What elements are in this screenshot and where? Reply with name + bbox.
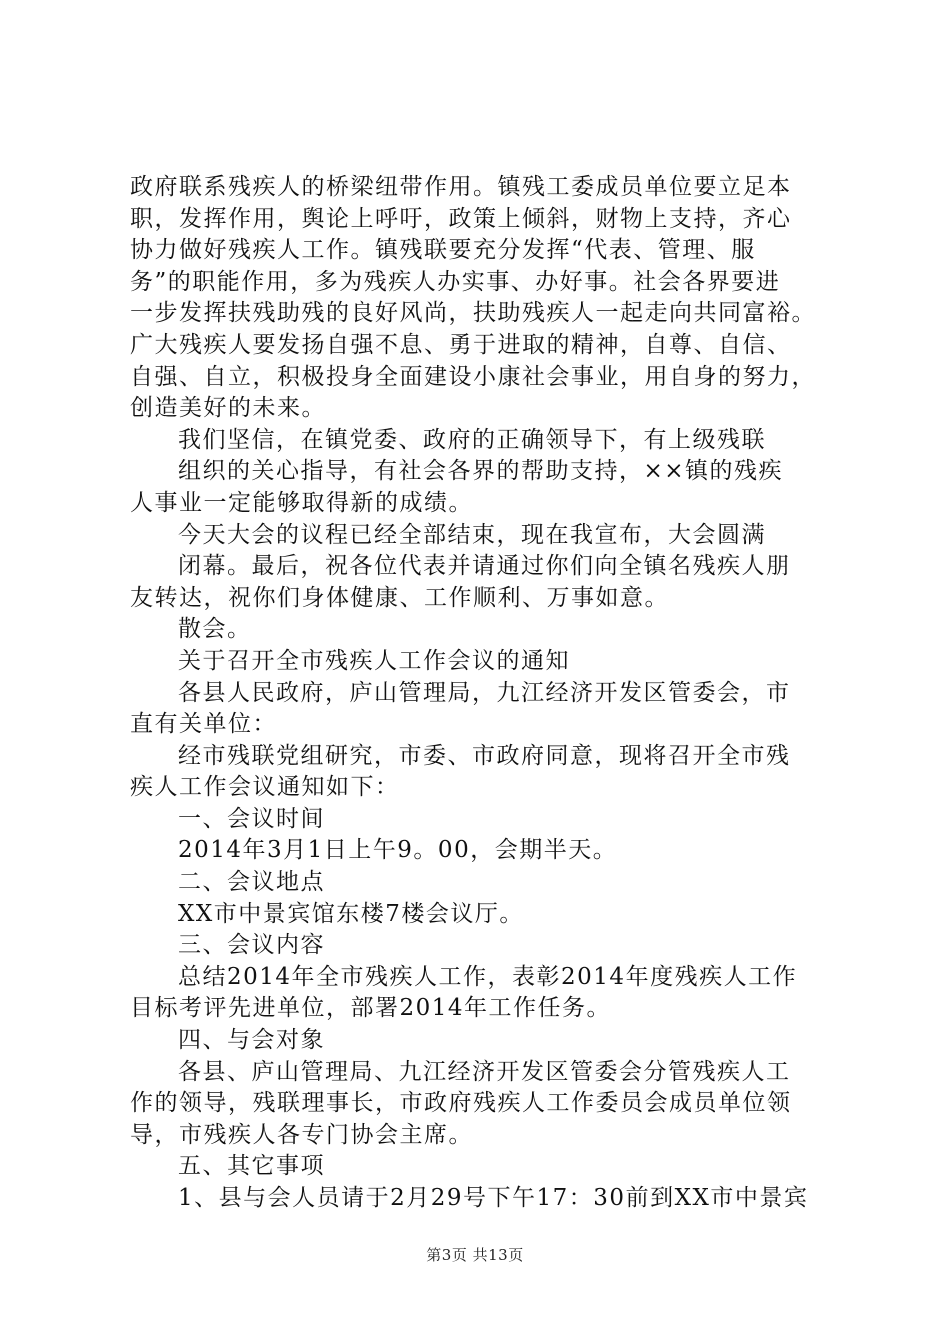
text-line: 协力做好残疾人工作。镇残联要充分发挥“代表、管理、服 (130, 237, 756, 264)
text-line: 一步发挥扶残助残的良好风尚，扶助残疾人一起走向共同富裕。 (130, 300, 816, 327)
text-line: 直有关单位： (130, 711, 277, 738)
page-footer: 第3页 共13页 (426, 1246, 524, 1264)
text-line: 我们坚信，在镇党委、政府的正确领导下，有上级残联 (178, 426, 766, 453)
text-line: 自强、自立，积极投身全面建设小康社会事业，用自身的努力， (130, 363, 816, 390)
text-line: 四、与会对象 (178, 1027, 325, 1054)
text-line: 散会。 (178, 616, 252, 643)
text-line: 关于召开全市残疾人工作会议的通知 (178, 647, 570, 674)
text-line: 疾人工作会议通知如下： (130, 774, 400, 801)
text-line: 政府联系残疾人的桥梁纽带作用。镇残工委成员单位要立足本 (130, 174, 792, 200)
text-line: 一、会议时间 (178, 805, 325, 832)
text-line: 导，市残疾人各专门协会主席。 (130, 1121, 473, 1148)
text-line: 总结2014年全市残疾人工作，表彰2014年度残疾人工作 (178, 963, 798, 990)
text-line: 今天大会的议程已经全部结束，现在我宣布，大会圆满 (178, 521, 766, 548)
text-line: 各县、庐山管理局、九江经济开发区管委会分管残疾人工 (178, 1058, 791, 1085)
text-line: 广大残疾人要发扬自强不息、勇于进取的精神，自尊、自信、 (130, 331, 792, 358)
text-line: 二、会议地点 (178, 869, 325, 896)
text-line: 职，发挥作用，舆论上呼吁，政策上倾斜，财物上支持，齐心 (130, 205, 792, 232)
text-line: 组织的关心指导，有社会各界的帮助支持，××镇的残疾 (178, 458, 784, 485)
text-line: 五、其它事项 (178, 1153, 325, 1180)
document-body (130, 172, 850, 1215)
text-line: 各县人民政府，庐山管理局，九江经济开发区管委会，市 (178, 679, 791, 706)
text-line: 闭幕。最后，祝各位代表并请通过你们向全镇名残疾人朋 (178, 553, 791, 580)
text-line: 作的领导，残联理事长，市政府残疾人工作委员会成员单位领 (130, 1090, 792, 1117)
text-line: 1、县与会人员请于2月29号下午17：30前到XX市中景宾 (178, 1185, 809, 1211)
text-line: 目标考评先进单位，部署2014年工作任务。 (130, 995, 612, 1022)
text-line: 经市残联党组研究，市委、市政府同意，现将召开全市残 (178, 742, 791, 769)
text-line: 创造美好的未来。 (130, 395, 326, 422)
text-line: 务”的职能作用，多为残疾人办实事、办好事。社会各界要进 (130, 268, 781, 295)
text-line: 三、会议内容 (178, 932, 325, 959)
text-line: 友转达，祝你们身体健康、工作顺利、万事如意。 (130, 584, 669, 611)
text-line: XX市中景宾馆东楼7楼会议厅。 (178, 900, 524, 927)
text-line: 2014年3月1日上午9。00，会期半天。 (178, 837, 618, 864)
text-line: 人事业一定能够取得新的成绩。 (130, 489, 473, 516)
